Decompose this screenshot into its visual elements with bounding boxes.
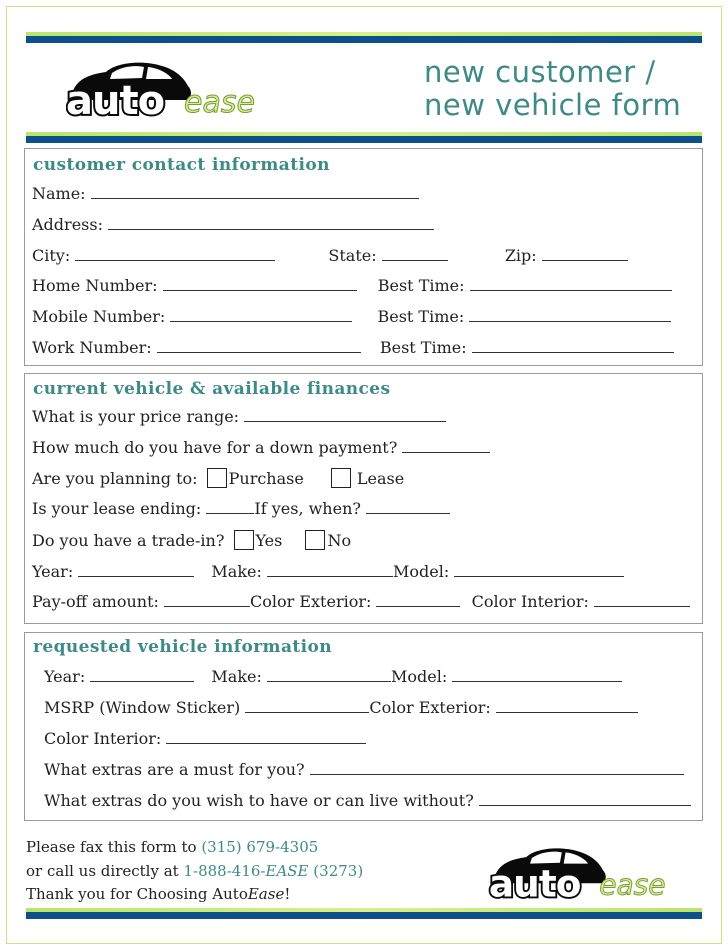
trade-year-field[interactable]: [78, 565, 194, 577]
fax-number: (315) 679-4305: [201, 838, 319, 856]
trade-in-row: [32, 530, 351, 550]
work-number-row: [32, 338, 674, 357]
model-label: Model:: [390, 667, 448, 686]
price-range-field[interactable]: [244, 410, 446, 422]
phone-number: [183, 862, 363, 880]
mobile-best-time-field[interactable]: [469, 310, 671, 322]
call-label: or call us directly at: [26, 861, 179, 880]
lease-checkbox[interactable]: [331, 468, 351, 488]
payoff-field[interactable]: [164, 595, 250, 607]
work-number-label: Work Number:: [32, 338, 152, 357]
lease-label: Lease: [356, 469, 405, 488]
lease-ending-field[interactable]: [206, 502, 254, 514]
home-number-field[interactable]: [163, 279, 357, 291]
fax-label: Please fax this form to: [26, 838, 197, 856]
yes-label: Yes: [255, 531, 283, 550]
zip-field[interactable]: [542, 249, 628, 261]
requested-color-interior-row: [44, 729, 366, 748]
trade-make-field[interactable]: [267, 565, 393, 577]
lease-when-field[interactable]: [366, 502, 450, 514]
best-time-label: Best Time:: [377, 307, 465, 326]
purchase-checkbox[interactable]: [207, 468, 227, 488]
address-field[interactable]: [108, 218, 434, 230]
middle-stripe: [26, 132, 702, 143]
trade-in-yes-checkbox[interactable]: [234, 530, 254, 550]
lease-ending-row: [32, 499, 450, 518]
mobile-number-label: Mobile Number:: [32, 307, 166, 326]
trade-model-field[interactable]: [454, 565, 624, 577]
no-label: No: [327, 531, 352, 550]
logo-auto-text: auto: [66, 78, 165, 120]
city-field[interactable]: [75, 249, 275, 261]
state-field[interactable]: [382, 249, 448, 261]
down-payment-label: How much do you have for a down payment?: [32, 438, 398, 457]
color-interior-label: Color Interior:: [471, 592, 589, 611]
section-heading: requested vehicle information: [33, 637, 332, 657]
phone-word: EASE: [265, 861, 309, 880]
requested-color-exterior-field[interactable]: [496, 701, 638, 713]
msrp-field[interactable]: [245, 701, 369, 713]
color-interior-label: Color Interior:: [44, 729, 162, 748]
name-row: [32, 184, 419, 203]
title-line-2: new vehicle form: [424, 88, 682, 122]
home-best-time-field[interactable]: [470, 279, 672, 291]
price-range-row: [32, 407, 446, 426]
bottom-stripe: [26, 908, 702, 919]
address-row: [32, 215, 434, 234]
extras-wish-label: What extras do you wish to have or can live without?: [44, 791, 474, 810]
make-label: Make:: [211, 562, 262, 581]
trade-color-exterior-field[interactable]: [376, 595, 460, 607]
msrp-row: [44, 698, 638, 717]
autoease-logo: [66, 58, 278, 120]
phone-digits: (3273): [313, 861, 364, 880]
best-time-label: Best Time:: [379, 338, 467, 357]
title-line-1: new customer /: [424, 55, 656, 89]
top-stripe: [26, 32, 702, 43]
requested-year-field[interactable]: [90, 670, 194, 682]
price-range-label: What is your price range:: [32, 407, 240, 426]
planning-row: [32, 468, 404, 488]
state-label: State:: [328, 246, 377, 265]
msrp-label: MSRP (Window Sticker): [44, 698, 241, 717]
home-number-row: [32, 276, 672, 295]
logo-ease-text: ease: [599, 868, 666, 902]
extras-must-row: [44, 760, 684, 779]
color-exterior-label: Color Exterior:: [369, 698, 491, 717]
work-best-time-field[interactable]: [472, 341, 674, 353]
city-label: City:: [32, 246, 71, 265]
form-title: [424, 56, 681, 122]
thanks-prefix: Thank you for Choosing Auto: [26, 885, 248, 903]
make-label: Make:: [211, 667, 262, 686]
mobile-number-field[interactable]: [170, 310, 352, 322]
extras-must-label: What extras are a must for you?: [44, 760, 305, 779]
extras-must-field[interactable]: [310, 763, 684, 775]
autoease-logo-footer: [488, 844, 688, 902]
footer-contact: [26, 836, 363, 907]
lease-ending-label: Is your lease ending:: [32, 499, 202, 518]
color-exterior-label: Color Exterior:: [249, 592, 372, 611]
thanks-line: [26, 883, 363, 907]
extras-wish-field[interactable]: [479, 794, 691, 806]
fax-line: [26, 836, 363, 860]
phone-prefix: 1-888-416-: [183, 861, 266, 880]
down-payment-row: [32, 438, 490, 457]
trade-color-interior-field[interactable]: [594, 595, 690, 607]
trade-in-no-checkbox[interactable]: [305, 530, 325, 550]
if-yes-label: If yes, when?: [254, 499, 361, 518]
section-heading: customer contact information: [33, 155, 330, 175]
purchase-label: Purchase: [228, 469, 304, 488]
requested-vehicle-row: [44, 667, 622, 686]
requested-model-field[interactable]: [452, 670, 622, 682]
name-field[interactable]: [91, 187, 419, 199]
model-label: Model:: [392, 562, 450, 581]
name-label: Name:: [32, 184, 86, 203]
home-number-label: Home Number:: [32, 276, 158, 295]
year-label: Year:: [32, 562, 74, 581]
call-line: [26, 860, 363, 884]
requested-color-interior-field[interactable]: [166, 732, 366, 744]
trade-in-label: Do you have a trade-in?: [32, 531, 225, 550]
down-payment-field[interactable]: [402, 441, 490, 453]
year-label: Year:: [44, 667, 86, 686]
zip-label: Zip:: [504, 246, 537, 265]
extras-wish-row: [44, 791, 691, 810]
address-label: Address:: [32, 215, 103, 234]
logo-ease-text: ease: [184, 85, 255, 120]
section-heading: current vehicle & available finances: [33, 379, 391, 399]
mobile-number-row: [32, 307, 671, 326]
payoff-label: Pay-off amount:: [32, 592, 159, 611]
logo-auto-text: auto: [488, 861, 581, 902]
work-number-field[interactable]: [157, 341, 361, 353]
best-time-label: Best Time:: [377, 276, 465, 295]
requested-make-field[interactable]: [267, 670, 391, 682]
trade-vehicle-row: [32, 562, 624, 581]
payoff-row: [32, 592, 690, 611]
planning-label: Are you planning to:: [32, 469, 198, 488]
thanks-brand: Ease: [247, 885, 285, 903]
city-row: [32, 246, 628, 265]
thanks-suffix: !: [284, 885, 291, 903]
